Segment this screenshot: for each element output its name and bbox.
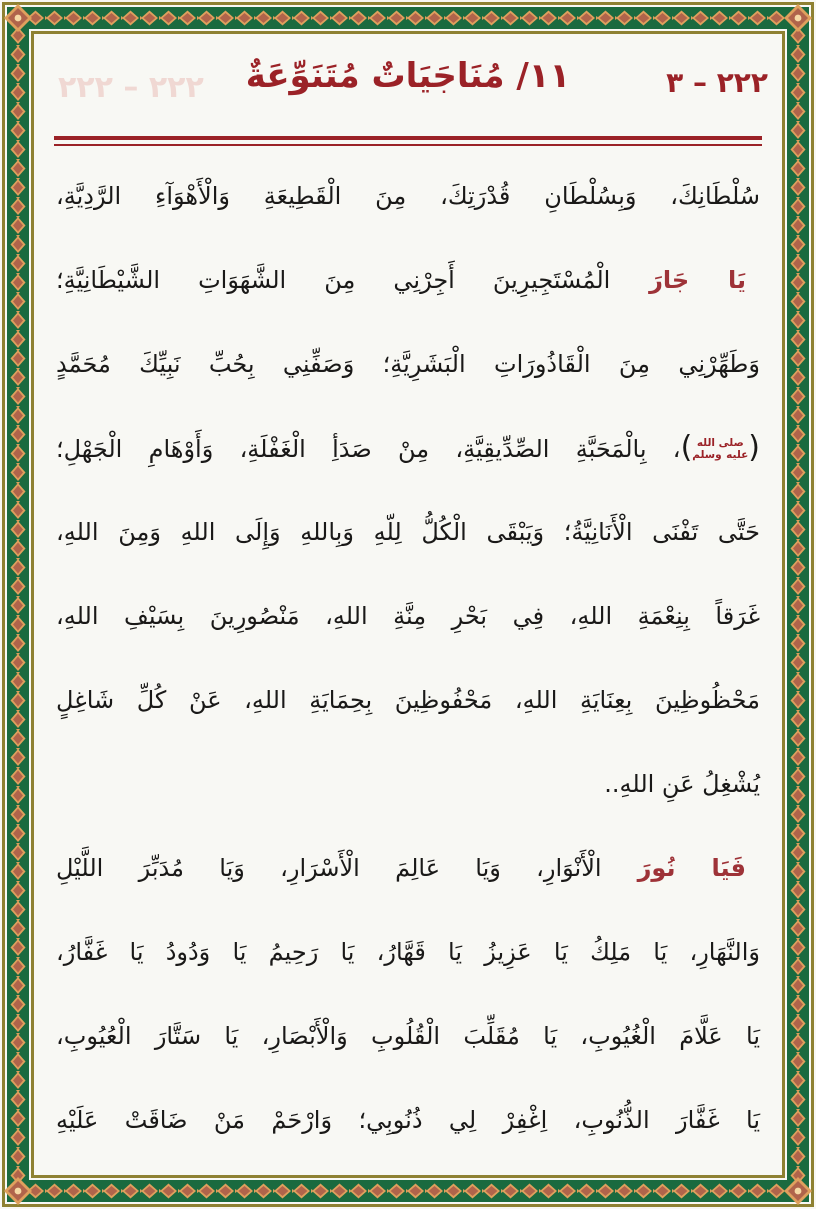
body-line (56, 994, 760, 1078)
text-segment: الْأَنْوَارِ، وَيَا عَالِمَ الْأَسْرَارِ، وَيَا مُدَبِّرَ اللَّيْلِ (56, 854, 602, 882)
prayer-text (56, 154, 760, 1169)
body-line (56, 406, 760, 490)
body-line (56, 490, 760, 574)
text-segment: يُشْغِلُ عَنِ اللهِ.. (604, 770, 760, 798)
body-line (56, 238, 760, 322)
salawat-emblem: صلى الله عليه وسلم (692, 437, 749, 461)
text-segment: ) (680, 430, 693, 465)
highlighted-invocation: فَيَا نُورَ (601, 854, 746, 882)
text-segment: الْمُسْتَجِيرِينَ أَجِرْنِي مِنَ الشَّهَوَاتِ الشَّيْطَانِيَّةِ؛ (56, 266, 611, 294)
text-segment: ( (748, 430, 760, 465)
page-number: ٢٢٢ – ٣ (666, 66, 768, 99)
text-segment: غَرَقاً بِنِعْمَةِ اللهِ، فِي بَحْرِ مِنَّةِ اللهِ، مَنْصُورِينَ بِسَيْفِ اللهِ، (56, 602, 760, 630)
body-line (56, 154, 760, 238)
body-line (56, 1078, 760, 1162)
text-segment: وَطَهِّرْنِي مِنَ الْقَاذُورَاتِ الْبَشَرِيَّةِ؛ وَصَفِّنِي بِحُبِّ نَبِيِّكَ مُحَمَّدٍ (56, 350, 760, 378)
highlighted-invocation: يَا جَارَ (610, 266, 747, 294)
body-line (56, 574, 760, 658)
text-segment: حَتَّى تَفْنَى الْأَنَانِيَّةُ؛ وَيَبْقَى الْكُلُّ لِلّهِ وَبِاللهِ وَإِلَى اللهِ وَمِنَ اللهِ، (56, 518, 760, 546)
show-through-watermark: ٢٢٢ – ٢٢٢ (58, 70, 204, 105)
body-line (56, 910, 760, 994)
page-title: ١١/ مُنَاجَيَاتٌ مُتَنَوِّعَةٌ (245, 56, 571, 96)
text-segment: وَالنَّهَارِ، يَا مَلِكُ يَا عَزِيزُ يَا قَهَّارُ، يَا رَحِيمُ يَا وَدُودُ يَا غَفَّارُ، (56, 938, 760, 966)
corner-ornament (784, 4, 812, 32)
body-line (56, 322, 760, 406)
text-segment: مَحْظُوظِينَ بِعِنَايَةِ اللهِ، مَحْفُوظِينَ بِحِمَايَةِ اللهِ، عَنْ كُلِّ شَاغِلٍ (56, 686, 760, 714)
corner-ornament (4, 4, 32, 32)
body-line (56, 658, 760, 742)
corner-ornament (4, 1177, 32, 1205)
text-segment: يَا عَلَّامَ الْغُيُوبِ، يَا مُقَلِّبَ الْقُلُوبِ وَالْأَبْصَارِ، يَا سَتَّارَ الْعُيُوبِ، (56, 1022, 760, 1050)
text-segment: ، بِالْمَحَبَّةِ الصِّدِّيقِيَّةِ، مِنْ صَدَأِ الْغَفْلَةِ، وَأَوْهَامِ الْجَهْلِ؛ (56, 435, 681, 463)
text-segment: يَا غَفَّارَ الذُّنُوبِ، اِغْفِرْ لِي ذُنُوبِي؛ وَارْحَمْ مَنْ ضَاقَتْ عَلَيْهِ (56, 1106, 760, 1134)
text-segment: سُلْطَانِكَ، وَبِسُلْطَانِ قُدْرَتِكَ، مِنَ الْقَطِيعَةِ وَالْأَهْوَآءِ الرَّدِيَّةِ، (56, 182, 760, 210)
header-rule (54, 136, 762, 146)
corner-ornament (784, 1177, 812, 1205)
body-line (56, 742, 760, 826)
body-line (56, 826, 760, 910)
